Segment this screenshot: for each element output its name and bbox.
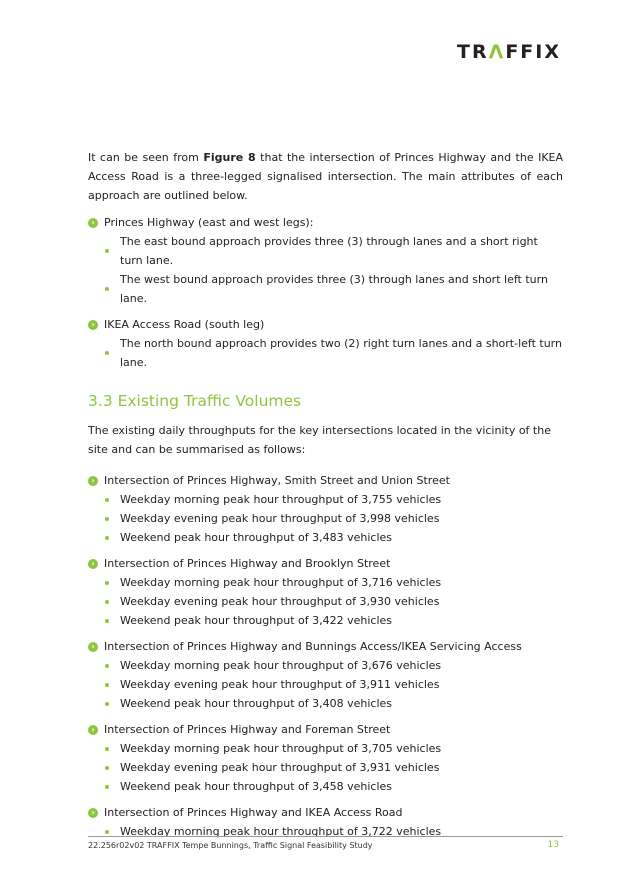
sub-list-item — [88, 270, 563, 308]
sub-list-item-text: Weekday evening peak hour throughput of 3,911 vehicles — [120, 678, 440, 691]
list-item-label: Intersection of Princes Highway and Foreman Street — [104, 723, 391, 736]
list-item — [88, 554, 563, 573]
page-content — [88, 148, 563, 848]
sub-list-item-text: Weekend peak hour throughput of 3,458 vehicles — [120, 780, 392, 793]
arrow-bullet-icon: › — [88, 320, 98, 330]
logo-text-start: TR — [457, 41, 489, 63]
sub-list-item — [88, 611, 563, 630]
list-item-label: Intersection of Princes Highway and Bunnings Access/IKEA Servicing Access — [104, 640, 522, 653]
dot-bullet-icon — [105, 766, 109, 770]
footer-divider — [88, 836, 563, 837]
list-item — [88, 803, 563, 822]
sub-list-item — [88, 758, 563, 777]
traffix-logo — [457, 41, 561, 63]
list-item — [88, 637, 563, 656]
sub-list-item — [88, 573, 563, 592]
list-item — [88, 213, 563, 232]
approach-list — [88, 213, 563, 372]
sub-list-item — [88, 656, 563, 675]
intersection-list — [88, 471, 563, 841]
dot-bullet-icon — [105, 683, 109, 687]
list-item — [88, 720, 563, 739]
sub-list-item-text: Weekend peak hour throughput of 3,408 vehicles — [120, 697, 392, 710]
sub-list-item-text: Weekday morning peak hour throughput of 3,755 vehicles — [120, 493, 442, 506]
sub-list-item — [88, 334, 563, 372]
dot-bullet-icon — [105, 581, 109, 585]
arrow-bullet-icon: › — [88, 642, 98, 652]
dot-bullet-icon — [105, 351, 109, 355]
section-heading: 3.3 Existing Traffic Volumes — [88, 392, 302, 410]
sub-list-item-text: Weekday morning peak hour throughput of 3,722 vehicles — [120, 825, 442, 838]
arrow-bullet-icon: › — [88, 559, 98, 569]
sub-list-item — [88, 675, 563, 694]
logo-accent: Λ — [488, 41, 506, 63]
sub-list-item-text: Weekday morning peak hour throughput of 3,716 vehicles — [120, 576, 442, 589]
sub-list-item-text: Weekday evening peak hour throughput of 3,931 vehicles — [120, 761, 440, 774]
sub-list-item-text: The north bound approach provides two (2) right turn lanes and a short-left turn lane. — [120, 337, 562, 369]
sub-list-item-text: The west bound approach provides three (3) through lanes and short left turn lane. — [120, 273, 548, 305]
figure-reference: Figure 8 — [203, 151, 256, 164]
sub-list-item-text: Weekday morning peak hour throughput of 3,676 vehicles — [120, 659, 442, 672]
dot-bullet-icon — [105, 517, 109, 521]
intersection-group — [88, 554, 563, 630]
section-paragraph: The existing daily throughputs for the key intersections located in the vicinity of the site and can be summarised as follows: — [88, 424, 551, 456]
dot-bullet-icon — [105, 702, 109, 706]
intersection-group — [88, 637, 563, 713]
arrow-bullet-icon: › — [88, 476, 98, 486]
logo-text-end: FFIX — [505, 41, 561, 63]
list-item — [88, 471, 563, 490]
sub-list-item-text: Weekday evening peak hour throughput of 3,930 vehicles — [120, 595, 440, 608]
dot-bullet-icon — [105, 536, 109, 540]
sub-list-item-text: Weekend peak hour throughput of 3,483 vehicles — [120, 531, 392, 544]
list-item-label: Princes Highway (east and west legs): — [104, 216, 314, 229]
arrow-bullet-icon: › — [88, 808, 98, 818]
dot-bullet-icon — [105, 249, 109, 253]
sub-list-item — [88, 592, 563, 611]
sub-list-item — [88, 509, 563, 528]
list-item — [88, 315, 563, 334]
sub-list-item — [88, 232, 563, 270]
list-item-label: Intersection of Princes Highway and Brooklyn Street — [104, 557, 391, 570]
sub-list-item-text: The east bound approach provides three (3) through lanes and a short right turn lane. — [120, 235, 538, 267]
sub-list-item — [88, 694, 563, 713]
list-item-label: IKEA Access Road (south leg) — [104, 318, 265, 331]
dot-bullet-icon — [105, 287, 109, 291]
sub-list-item — [88, 739, 563, 758]
approach-group — [88, 213, 563, 308]
dot-bullet-icon — [105, 600, 109, 604]
intersection-group — [88, 471, 563, 547]
sub-list-item — [88, 528, 563, 547]
sub-list-item — [88, 822, 563, 841]
approach-group — [88, 315, 563, 372]
sub-list-item-text: Weekday evening peak hour throughput of 3,998 vehicles — [120, 512, 440, 525]
dot-bullet-icon — [105, 498, 109, 502]
intro-text-before: It can be seen from — [88, 151, 204, 164]
sub-list-item-text: Weekend peak hour throughput of 3,422 vehicles — [120, 614, 392, 627]
page-number: 13 — [547, 840, 559, 850]
dot-bullet-icon — [105, 785, 109, 789]
sub-list-item — [88, 490, 563, 509]
arrow-bullet-icon: › — [88, 218, 98, 228]
dot-bullet-icon — [105, 619, 109, 623]
dot-bullet-icon — [105, 747, 109, 751]
dot-bullet-icon — [105, 664, 109, 668]
dot-bullet-icon — [105, 830, 109, 834]
sub-list-item-text: Weekday morning peak hour throughput of 3,705 vehicles — [120, 742, 442, 755]
footer-document-ref: 22.256r02v02 TRAFFIX Tempe Bunnings, Traffic Signal Feasibility Study — [88, 841, 373, 850]
sub-list-item — [88, 777, 563, 796]
intersection-group — [88, 720, 563, 796]
intro-text-after: that the intersection of Princes Highway and the IKEA Access Road is a three-legged signalised intersection. The main attributes of each approach are outlined below. — [88, 151, 564, 202]
intro-paragraph — [88, 148, 563, 205]
list-item-label: Intersection of Princes Highway and IKEA Access Road — [104, 806, 403, 819]
arrow-bullet-icon: › — [88, 725, 98, 735]
list-item-label: Intersection of Princes Highway, Smith Street and Union Street — [104, 474, 450, 487]
